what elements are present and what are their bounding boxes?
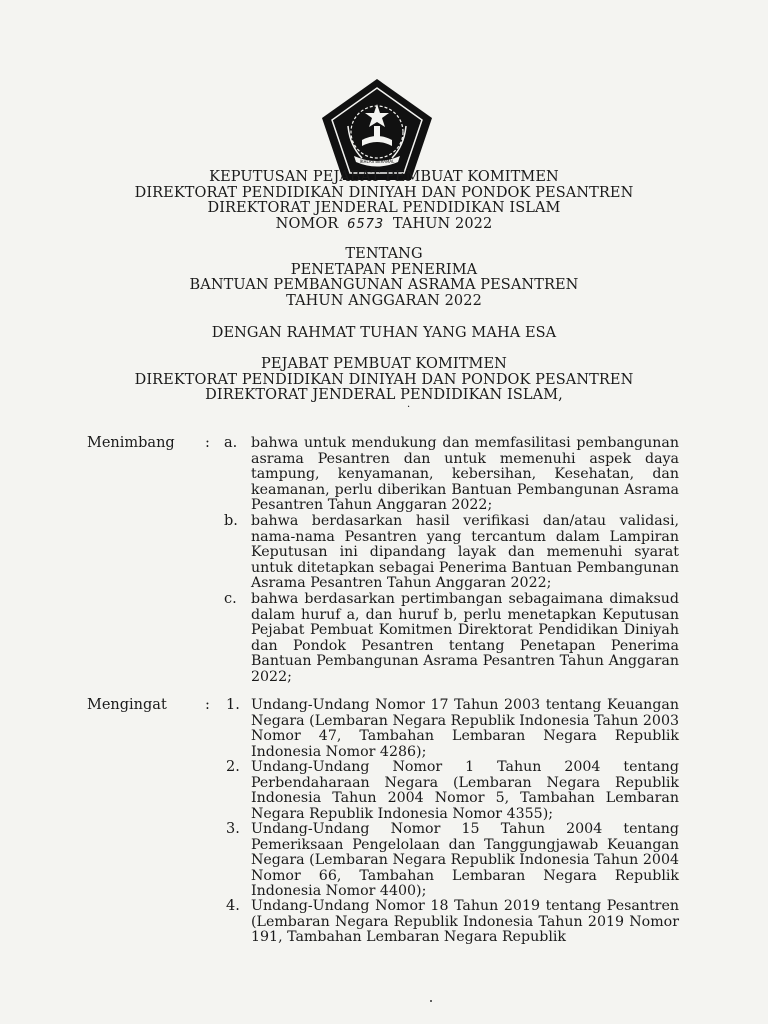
item-marker: b. bbox=[224, 513, 238, 529]
item-text: Undang-Undang Nomor 15 Tahun 2004 tentang Pemeriksaan Pengelolaan dan Tanggungjawab Keuangan Negara (Lembaran Negara Republik Indonesia Tahun 2004 Nomor 66, Tambahan Lembaran Negara Republik Indonesia Nomor 4400); bbox=[251, 821, 679, 900]
item-marker: 2. bbox=[226, 759, 240, 775]
decree-subject bbox=[0, 247, 768, 309]
item-marker: c. bbox=[224, 591, 237, 607]
item-marker: 1. bbox=[226, 697, 240, 713]
scan-speck bbox=[430, 1000, 432, 1002]
item-text: Undang-Undang Nomor 1 Tahun 2004 tentang Perbendaharaan Negara (Lembaran Negara Republik Indonesia Tahun 2004 Nomor 5, Tambahan Lembaran Negara Republik Indonesia Nomor 4355); bbox=[251, 759, 679, 822]
subject-line: TAHUN ANGGARAN 2022 bbox=[286, 292, 482, 309]
section-label: Mengingat bbox=[87, 697, 167, 713]
item-text: bahwa untuk mendukung dan memfasilitasi pembangunan asrama Pesantren dan untuk memenuhi aspek daya tampung, kenyamanan, kebersihan, Kesehatan, dan keamanan, perlu diberikan Bantuan Pembangunan Asrama Pesantren Tahun Anggaran 2022; bbox=[251, 435, 679, 514]
section-colon: : bbox=[205, 435, 210, 451]
item-marker: 4. bbox=[226, 898, 240, 914]
item-text: Undang-Undang Nomor 18 Tahun 2019 tentang Pesantren (Lembaran Negara Republik Indonesia Tahun 2019 Nomor 191, Tambahan Lembaran Negara Republik bbox=[251, 898, 679, 946]
stray-dot: · bbox=[407, 402, 411, 413]
item-text: bahwa berdasarkan hasil verifikasi dan/atau validasi, nama-nama Pesantren yang tercantum dalam Lampiran Keputusan ini dipandang layak dan memenuhi syarat untuk ditetapkan sebagai Penerima Bantuan Pembangunan Asrama Pesantren Tahun Anggaran 2022; bbox=[251, 513, 679, 592]
decree-header bbox=[0, 170, 768, 232]
item-marker: 3. bbox=[226, 821, 240, 837]
nomor-suffix: TAHUN 2022 bbox=[392, 215, 493, 232]
subject-line: TENTANG bbox=[345, 246, 423, 262]
invocation bbox=[0, 326, 768, 342]
official-line: PEJABAT PEMBUAT KOMITMEN bbox=[261, 356, 507, 372]
item-text: Undang-Undang Nomor 17 Tahun 2003 tentang Keuangan Negara (Lembaran Negara Republik Indonesia Tahun 2003 Nomor 47, Tambahan Lembaran Negara Republik Indonesia Nomor 4286); bbox=[251, 697, 679, 760]
svg-text:IKHLAS BERAMAL: IKHLAS BERAMAL bbox=[359, 159, 395, 164]
header-line: DIREKTORAT PENDIDIKAN DINIYAH DAN PONDOK PESANTREN bbox=[134, 184, 634, 201]
subject-line: BANTUAN PEMBANGUNAN ASRAMA PESANTREN bbox=[189, 277, 579, 294]
item-text: bahwa berdasarkan pertimbangan sebagaimana dimaksud dalam huruf a, dan huruf b, perlu menetapkan Keputusan Pejabat Pembuat Komitmen Direktorat Pendidikan Diniyah dan Pondok Pesantren tentang Penetapan Penerima Bantuan Pembangunan Asrama Pesantren Tahun Anggaran 2022; bbox=[251, 591, 679, 685]
decree-number-line bbox=[0, 217, 768, 233]
section-colon: : bbox=[205, 697, 210, 713]
header-line: KEPUTUSAN PEJABAT PEMBUAT KOMITMEN bbox=[209, 169, 559, 185]
handwritten-decree-number: 6573 bbox=[347, 216, 385, 232]
nomor-prefix: NOMOR bbox=[275, 215, 339, 232]
official-line: DIREKTORAT PENDIDIKAN DINIYAH DAN PONDOK PESANTREN bbox=[134, 371, 634, 388]
header-line: DIREKTORAT JENDERAL PENDIDIKAN ISLAM bbox=[207, 200, 561, 217]
official-line: DIREKTORAT JENDERAL PENDIDIKAN ISLAM, bbox=[205, 387, 563, 404]
invocation-line: DENGAN RAHMAT TUHAN YANG MAHA ESA bbox=[211, 325, 557, 341]
kementerian-agama-emblem bbox=[318, 76, 436, 184]
issuing-official bbox=[0, 357, 768, 404]
subject-line: PENETAPAN PENERIMA bbox=[290, 261, 478, 278]
section-label: Menimbang bbox=[87, 435, 175, 451]
item-marker: a. bbox=[224, 435, 238, 451]
